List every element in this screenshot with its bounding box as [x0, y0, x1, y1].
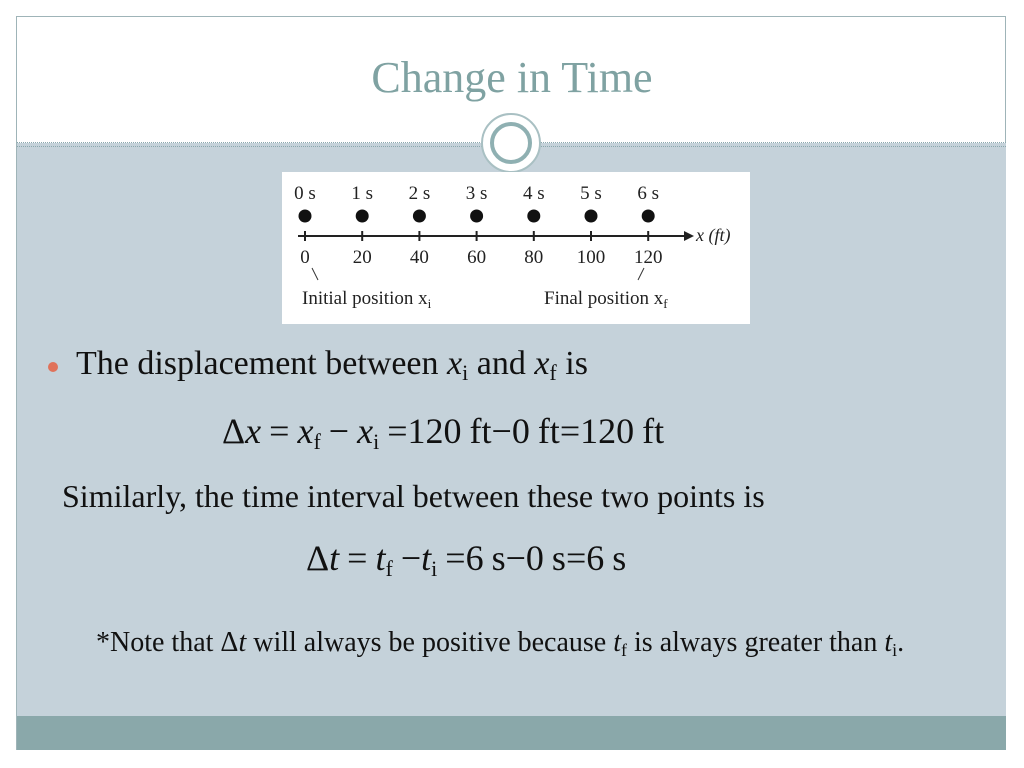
position-dot	[527, 210, 540, 223]
time-label: 1 s	[351, 183, 374, 204]
slide-title: Change in Time	[371, 53, 653, 102]
displacement-equation: $\Delta x = x_f - x_i =120$ ft−0 ft=120 ft	[222, 411, 665, 454]
time-label: 3 s	[465, 183, 488, 204]
time-label: 5 s	[580, 183, 602, 204]
bullet-displacement: The displacement between $x_i$ and $x_f$ is	[76, 345, 588, 385]
axis-arrow	[684, 231, 694, 241]
time-label: 6 s	[637, 183, 660, 204]
time-label: 0 s	[294, 183, 316, 204]
similarly-text: Similarly, the time interval between these two points is	[62, 478, 765, 514]
position-dot	[642, 210, 655, 223]
note-text: *Note that Δt will always be positive because $t_f$ is always greater than $t_i$.	[96, 627, 905, 660]
position-dot	[470, 210, 483, 223]
position-dot	[356, 210, 369, 223]
position-dot	[299, 210, 312, 223]
axis-label: x (ft)	[696, 225, 731, 245]
position-label: 20	[352, 247, 372, 268]
initial-position-label: Initial position $x_i$	[302, 288, 432, 311]
initial-pointer	[312, 268, 318, 280]
time-label: 2 s	[408, 183, 431, 204]
time-label: 4 s	[522, 183, 545, 204]
position-label: 40	[409, 247, 429, 268]
position-dot	[585, 210, 598, 223]
bullet-icon	[48, 362, 58, 372]
position-label: 60	[467, 247, 487, 268]
position-dots	[299, 210, 655, 223]
ornament-circle-inner	[490, 122, 532, 164]
position-label: 100	[576, 247, 606, 268]
position-label: 80	[524, 247, 544, 268]
position-labels	[300, 247, 662, 268]
time-interval-equation: $\Delta t = t_f -t_i =6$ s−0 s=6 s	[306, 538, 627, 581]
number-line-svg	[282, 172, 750, 324]
time-labels	[294, 183, 659, 204]
bottom-bar	[17, 716, 1006, 750]
number-line-figure	[282, 172, 750, 324]
position-label: 120	[633, 247, 663, 268]
position-label: 0	[300, 247, 310, 268]
position-dot	[413, 210, 426, 223]
final-position-label: Final position $x_f$	[544, 288, 668, 311]
final-pointer	[638, 268, 644, 280]
